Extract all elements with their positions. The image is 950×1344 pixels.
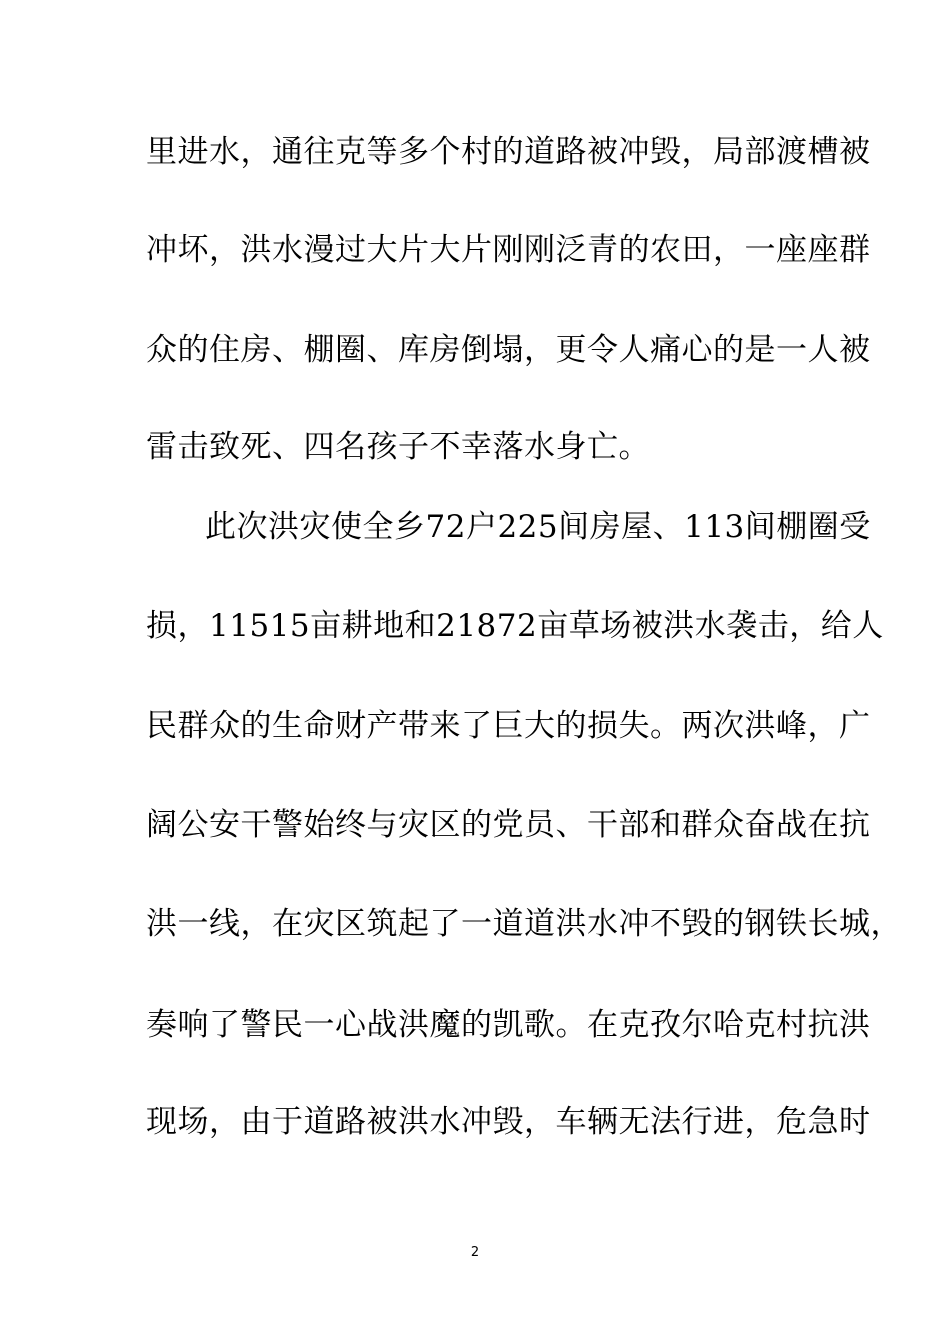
text-line: 现场，由于道路被洪水冲毁，车辆无法行进，危急时 (146, 1104, 871, 1140)
text-line: 阔公安干警始终与灾区的党员、干部和群众奋战在抗 (146, 807, 871, 843)
text-line: 民群众的生命财产带来了巨大的损失。两次洪峰，广 (146, 708, 871, 744)
text-line: 里进水，通往克等多个村的道路被冲毁，局部渡槽被 (146, 134, 871, 170)
text-line: 冲坏，洪水漫过大片大片刚刚泛青的农田，一座座群 (146, 232, 871, 268)
text-line: 众的住房、棚圈、库房倒塌，更令人痛心的是一人被 (146, 332, 871, 368)
page-number: 2 (470, 1245, 480, 1260)
text-line: 奏响了警民一心战洪魔的凯歌。在克孜尔哈克村抗洪 (146, 1007, 871, 1043)
text-line: 雷击致死、四名孩子不幸落水身亡。 (146, 429, 650, 465)
text-line: 损，11515亩耕地和21872亩草场被洪水袭击，给人 (146, 608, 884, 644)
paragraph-first-line: 此次洪灾使全乡72户225间房屋、113间棚圈受 (205, 509, 871, 545)
text-line: 洪一线，在灾区筑起了一道道洪水冲不毁的钢铁长城， (146, 906, 902, 942)
